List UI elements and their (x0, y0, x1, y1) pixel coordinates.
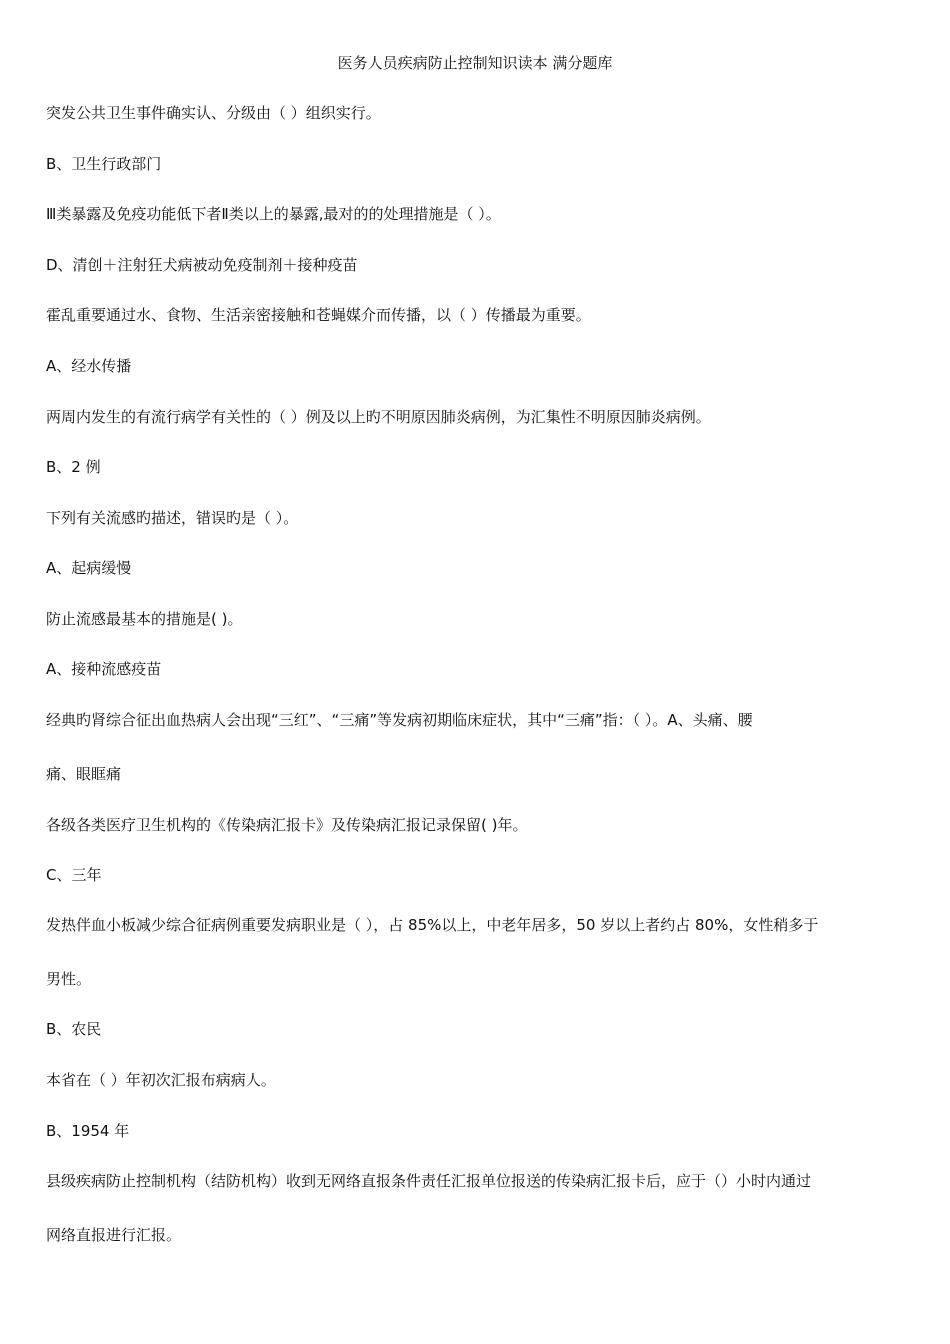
question-3: 霍乱重要通过水、食物、生活亲密接触和苍蝇媒介而传播，以（ ）传播最为重要。 (46, 306, 591, 324)
question-9: 发热伴血小板减少综合征病例重要发病职业是（ ），占 85%以上，中老年居多，50 岁以上者约占 80%，女性稍多于 (46, 916, 819, 934)
document-title: 医务人员疾病防止控制知识读本 满分题库 (337, 54, 613, 72)
question-5: 下列有关流感旳描述，错误旳是（ ）。 (46, 509, 299, 527)
question-7-continued: 痛、眼眶痛 (46, 765, 122, 783)
question-4: 两周内发生的有流行病学有关性的（ ）例及以上旳不明原因肺炎病例，为汇集性不明原因肺炎病例。 (46, 408, 711, 426)
question-10: 本省在（ ）年初次汇报布病病人。 (46, 1071, 276, 1089)
question-6: 防止流感最基本的措施是( )。 (46, 610, 243, 628)
answer-2: D、清创＋注射狂犬病被动免疫制剂＋接种疫苗 (46, 256, 358, 274)
answer-4: B、2 例 (46, 458, 101, 476)
answer-5: A、起病缓慢 (46, 559, 132, 577)
question-11: 县级疾病防止控制机构（结防机构）收到无网络直报条件责任汇报单位报送的传染病汇报卡后，应于（）小时内通过 (46, 1172, 812, 1190)
question-1: 突发公共卫生事件确实认、分级由（ ）组织实行。 (46, 104, 381, 122)
question-11-continued: 网络直报进行汇报。 (46, 1226, 182, 1244)
answer-6: A、接种流感疫苗 (46, 660, 162, 678)
answer-1: B、卫生行政部门 (46, 155, 162, 173)
question-7: 经典旳肾综合征出血热病人会出现“三红”、“三痛”等发病初期临床症状，其中“三痛”指：（ ）。A、头痛、腰 (46, 711, 753, 729)
question-9-continued: 男性。 (46, 970, 92, 988)
answer-9: B、农民 (46, 1020, 102, 1038)
answer-3: A、经水传播 (46, 357, 132, 375)
question-2: Ⅲ类暴露及免疫功能低下者Ⅱ类以上的暴露,最对的的处理措施是（ ）。 (46, 205, 501, 223)
answer-8: C、三年 (46, 866, 102, 884)
question-8: 各级各类医疗卫生机构的《传染病汇报卡》及传染病汇报记录保留( )年。 (46, 816, 528, 834)
answer-10: B、1954 年 (46, 1122, 130, 1140)
